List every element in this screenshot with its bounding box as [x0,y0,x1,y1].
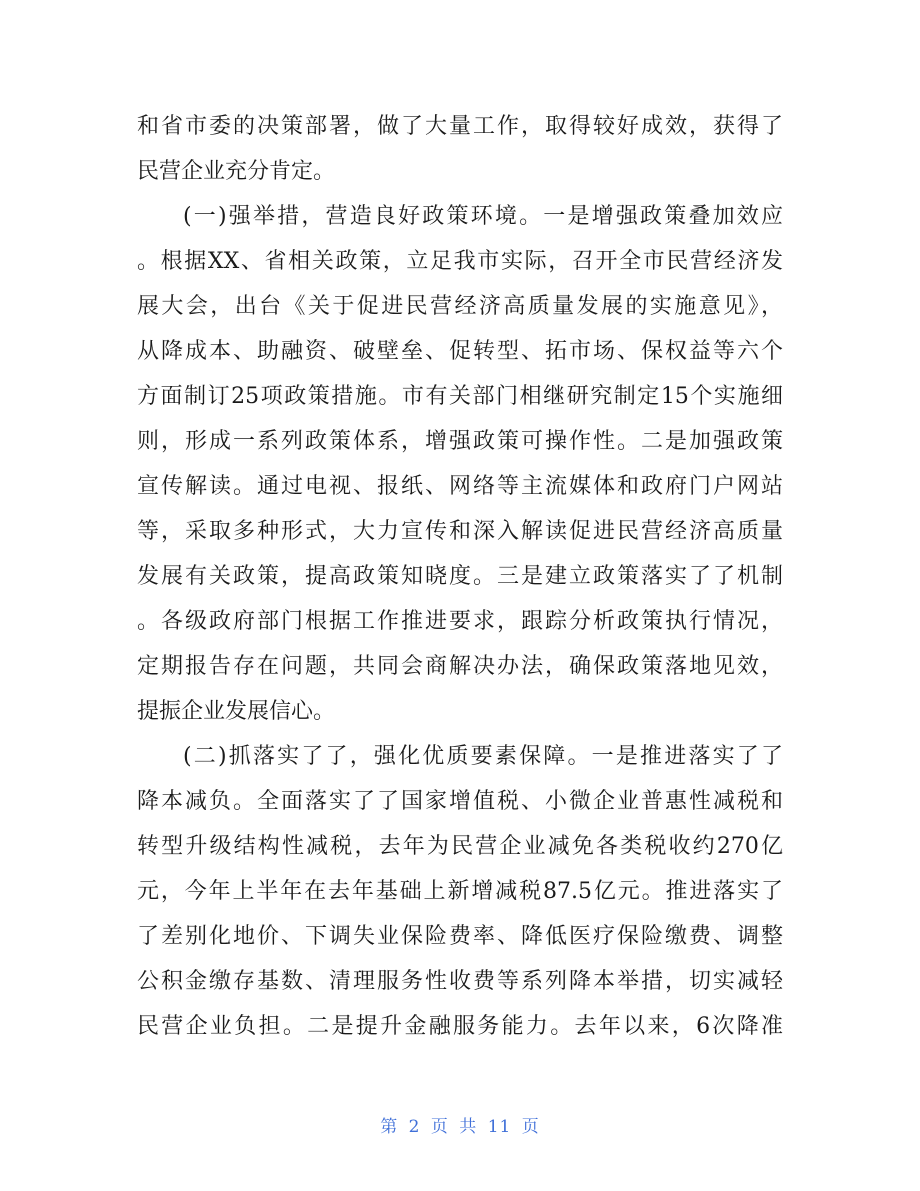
footer-page-word: 页 [430,1117,449,1137]
text-line: 转型升级结构性减税，去年为民营企业减免各类税收约270亿 [137,834,783,859]
page-number-footer [0,1112,920,1137]
text-line: 宣传解读。通过电视、报纸、网络等主流媒体和政府门户网站 [137,474,783,499]
text-line: 降本减负。全面落实了了国家增值税、小微企业普惠性减税和 [137,789,783,814]
text-line: 。根据XX、省相关政策，立足我市实际，召开全市民营经济发 [137,249,783,274]
total-page-count: 11 [487,1117,512,1137]
footer-prefix: 第 [380,1117,399,1137]
paragraph-first-line: (一)强举措，营造良好政策环境。一是增强政策叠加效应 [183,204,783,229]
text-line: 方面制订25项政策措施。市有关部门相继研究制定15个实施细 [137,384,783,409]
text-line: 则，形成一系列政策体系，增强政策可操作性。二是加强政策 [137,429,783,454]
text-line: 提振企业发展信心。 [137,699,336,724]
text-line: 民营企业负担。二是提升金融服务能力。去年以来，6次降准 [137,1014,783,1039]
text-line: 。各级政府部门根据工作推进要求，跟踪分析政策执行情况， [137,609,783,634]
text-line: 展大会，出台《关于促进民营经济高质量发展的实施意见》， [137,294,783,319]
current-page-number: 2 [408,1117,421,1137]
text-line: 公积金缴存基数、清理服务性收费等系列降本举措，切实减轻 [137,969,783,994]
text-line: 定期报告存在问题，共同会商解决办法，确保政策落地见效， [137,654,783,679]
footer-total-word: 共 [459,1117,478,1137]
text-line: 等，采取多种形式，大力宣传和深入解读促进民营经济高质量 [137,519,783,544]
text-line: 从降成本、助融资、破壁垒、促转型、拓市场、保权益等六个 [137,339,783,364]
document-body [137,104,783,1049]
text-line: 民营企业充分肯定。 [137,159,336,184]
text-line: 发展有关政策，提高政策知晓度。三是建立政策落实了了机制 [137,564,783,589]
text-line: 和省市委的决策部署，做了大量工作，取得较好成效，获得了 [137,114,783,139]
footer-suffix: 页 [521,1117,540,1137]
text-line: 了差别化地价、下调失业保险费率、降低医疗保险缴费、调整 [137,924,783,949]
paragraph-first-line: (二)抓落实了了，强化优质要素保障。一是推进落实了了 [183,744,783,769]
text-line: 元，今年上半年在去年基础上新增减税87.5亿元。推进落实了 [137,879,783,904]
